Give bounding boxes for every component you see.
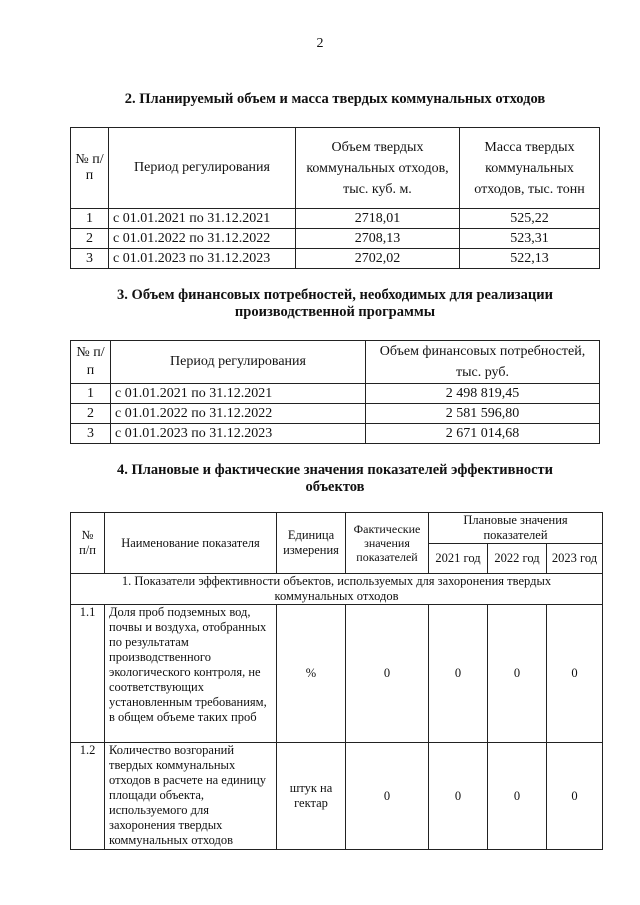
row-indicator: Доля проб подземных вод, почвы и воздуха, отобранных по результатам производственного экологического контроля, не соответствующих установленным требованиям, в общем объеме таких проб xyxy=(105,605,277,743)
page-number: 2 xyxy=(316,36,324,51)
header-num: № п/п xyxy=(71,341,111,384)
header-year-2023: 2023 год xyxy=(547,544,603,574)
table-row xyxy=(71,384,600,404)
row-actual: 0 xyxy=(346,743,429,850)
section-3-title-line-2: производственной программы xyxy=(234,304,436,320)
row-finance: 2 671 014,68 xyxy=(366,424,600,444)
table-row xyxy=(71,743,603,850)
row-2023: 0 xyxy=(547,743,603,850)
header-year-2022: 2022 год xyxy=(488,544,547,574)
header-num: № п/п xyxy=(71,513,105,574)
row-period: с 01.01.2023 по 31.12.2023 xyxy=(111,424,366,444)
row-num: 1.1 xyxy=(71,605,105,743)
header-finance: Объем финансовых потребностей, тыс. руб. xyxy=(366,341,600,384)
header-num: № п/п xyxy=(71,128,109,209)
row-2022: 0 xyxy=(488,743,547,850)
table-row xyxy=(71,209,600,229)
header-planned: Плановые значения показателей xyxy=(429,513,603,544)
section-4-title xyxy=(70,462,600,496)
row-num: 3 xyxy=(71,424,111,444)
volume-mass-table xyxy=(70,127,600,269)
row-volume: 2708,13 xyxy=(296,229,460,249)
row-2021: 0 xyxy=(429,605,488,743)
row-period: с 01.01.2022 по 31.12.2022 xyxy=(111,404,366,424)
row-indicator: Количество возгораний твердых коммунальных отходов в расчете на единицу площади объекта, используемого для захоронения твердых коммунальных отходов xyxy=(105,743,277,850)
row-2021: 0 xyxy=(429,743,488,850)
row-2023: 0 xyxy=(547,605,603,743)
row-unit: штук на гектар xyxy=(277,743,346,850)
group-title: 1. Показатели эффективности объектов, используемых для захоронения твердых коммунальных отходов xyxy=(71,574,603,605)
table-row xyxy=(71,249,600,269)
row-unit: % xyxy=(277,605,346,743)
row-period: с 01.01.2023 по 31.12.2023 xyxy=(109,249,296,269)
row-num: 1 xyxy=(71,209,109,229)
header-mass: Масса твердых коммунальных отходов, тыс. тонн xyxy=(460,128,600,209)
table-row xyxy=(71,229,600,249)
table-row xyxy=(71,404,600,424)
row-period: с 01.01.2021 по 31.12.2021 xyxy=(109,209,296,229)
header-actual: Фактические значения показателей xyxy=(346,513,429,574)
section-3-title xyxy=(70,287,600,321)
row-num: 1 xyxy=(71,384,111,404)
header-indicator: Наименование показателя xyxy=(105,513,277,574)
header-period: Период регулирования xyxy=(111,341,366,384)
row-mass: 525,22 xyxy=(460,209,600,229)
header-year-2021: 2021 год xyxy=(429,544,488,574)
row-num: 3 xyxy=(71,249,109,269)
table-row xyxy=(71,605,603,743)
row-mass: 522,13 xyxy=(460,249,600,269)
section-4-title-line-1: 4. Плановые и фактические значения показателей эффективности xyxy=(116,462,553,478)
table-row xyxy=(71,424,600,444)
row-volume: 2702,02 xyxy=(296,249,460,269)
row-finance: 2 581 596,80 xyxy=(366,404,600,424)
row-mass: 523,31 xyxy=(460,229,600,249)
section-2-title: 2. Планируемый объем и масса твердых коммунальных отходов xyxy=(124,91,546,107)
header-unit: Единица измерения xyxy=(277,513,346,574)
row-actual: 0 xyxy=(346,605,429,743)
section-3-title-line-1: 3. Объем финансовых потребностей, необходимых для реализации xyxy=(117,287,553,303)
row-period: с 01.01.2021 по 31.12.2021 xyxy=(111,384,366,404)
row-period: с 01.01.2022 по 31.12.2022 xyxy=(109,229,296,249)
header-period: Период регулирования xyxy=(109,128,296,209)
row-volume: 2718,01 xyxy=(296,209,460,229)
row-num: 2 xyxy=(71,404,111,424)
row-num: 2 xyxy=(71,229,109,249)
finance-table xyxy=(70,340,600,444)
section-4-title-line-2: объектов xyxy=(305,479,365,495)
row-2022: 0 xyxy=(488,605,547,743)
header-volume: Объем твердых коммунальных отходов, тыс. куб. м. xyxy=(296,128,460,209)
efficiency-table xyxy=(70,512,603,850)
row-finance: 2 498 819,45 xyxy=(366,384,600,404)
row-num: 1.2 xyxy=(71,743,105,850)
